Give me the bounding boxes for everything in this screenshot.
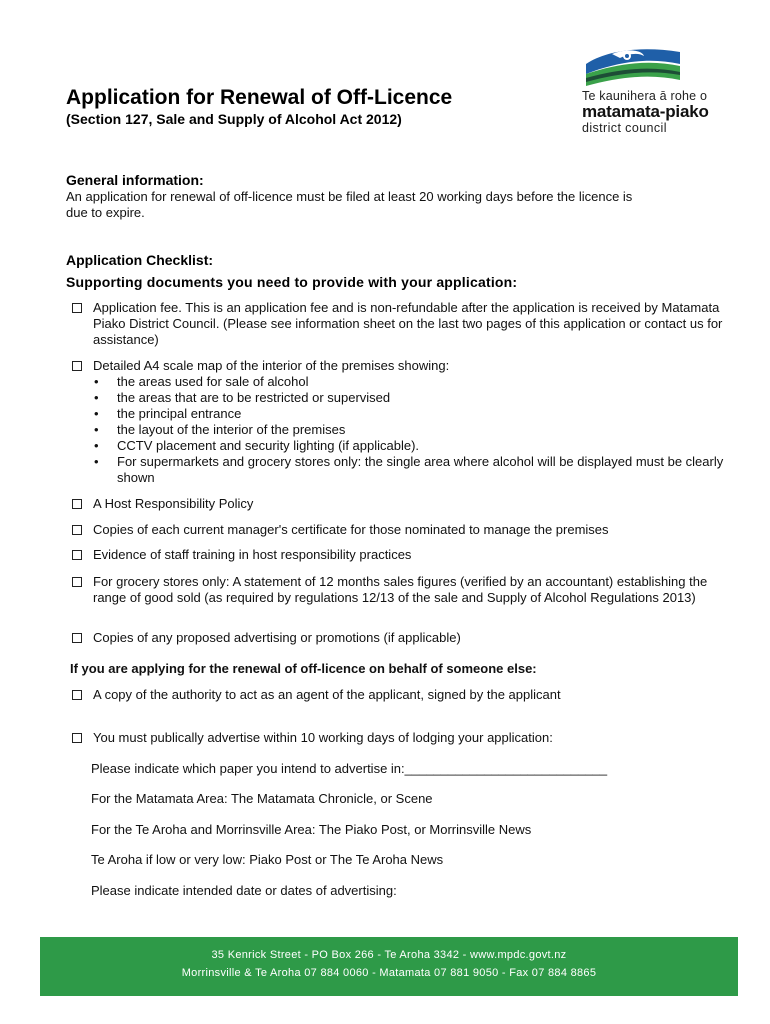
list-item: • the layout of the interior of the premises xyxy=(94,422,724,438)
checklist-item-map xyxy=(72,358,732,374)
checklist-item-label: A copy of the authority to act as an agent of the applicant, signed by the applicant xyxy=(93,687,561,702)
agent-heading: If you are applying for the renewal of off-licence on behalf of someone else: xyxy=(70,661,537,676)
footer-phones: Morrinsville & Te Aroha 07 884 0060 - Matamata 07 881 9050 - Fax 07 884 8865 xyxy=(181,967,597,979)
list-item: • the principal entrance xyxy=(94,406,724,422)
koru-wave-icon xyxy=(582,44,702,86)
list-item: • CCTV placement and security lighting (if applicable). xyxy=(94,438,724,454)
checkbox[interactable] xyxy=(72,577,82,587)
council-logo xyxy=(582,44,732,135)
checklist-item-staff-training xyxy=(72,547,732,563)
checkbox[interactable] xyxy=(72,733,82,743)
checklist-item-label: Evidence of staff training in host responsibility practices xyxy=(93,547,412,562)
checkbox[interactable] xyxy=(72,303,82,313)
checkbox[interactable] xyxy=(72,690,82,700)
checklist-item-sales-statement xyxy=(72,574,732,606)
page-subtitle: (Section 127, Sale and Supply of Alcohol Act 2012) xyxy=(66,111,402,127)
supporting-docs-heading: Supporting documents you need to provide with your application: xyxy=(66,274,518,290)
checkbox[interactable] xyxy=(72,550,82,560)
checklist-heading: Application Checklist: xyxy=(66,252,214,268)
list-item: • the areas that are to be restricted or supervised xyxy=(94,390,724,406)
checklist-item-advertising xyxy=(72,630,732,646)
checklist-item-label: A Host Responsibility Policy xyxy=(93,496,254,511)
date-prompt[interactable]: Please indicate intended date or dates of advertising: xyxy=(91,883,397,898)
matamata-paper-info: For the Matamata Area: The Matamata Chronicle, or Scene xyxy=(91,791,433,806)
checklist-item-label: Copies of each current manager's certificate for those nominated to manage the premises xyxy=(93,522,609,537)
checklist-item-label: You must publically advertise within 10 working days of lodging your application: xyxy=(93,730,553,745)
logo-line-2: matamata-piako xyxy=(582,102,709,121)
checklist-item-label: Application fee. This is an application fee and is non-refundable after the application is received by Matamata Piako District Council. (Please see information sheet on the last two pages of this application or contact us for assistance) xyxy=(93,300,723,347)
checklist-item-label: For grocery stores only: A statement of 12 months sales figures (verified by an accountant) establishing the range of good sold (as required by regulations 12/13 of the sale and Supply of Alcohol Regulations 2013) xyxy=(93,574,708,605)
general-info-body: An application for renewal of off-licence must be filed at least 20 working days before the licence is due to expire. xyxy=(66,189,633,220)
general-info-heading: General information: xyxy=(66,172,204,188)
logo-line-1: Te kaunihera ā rohe o xyxy=(582,89,708,103)
map-bullet-list xyxy=(94,374,724,486)
checkbox[interactable] xyxy=(72,361,82,371)
footer-bar xyxy=(40,937,738,996)
checklist-item-application-fee xyxy=(72,300,732,348)
page-title: Application for Renewal of Off-Licence xyxy=(66,86,453,109)
checkbox[interactable] xyxy=(72,525,82,535)
checklist-item-label: Detailed A4 scale map of the interior of the premises showing: xyxy=(93,358,450,373)
checklist-item-host-policy xyxy=(72,496,732,512)
footer-address: 35 Kenrick Street - PO Box 266 - Te Aroha 3342 - www.mpdc.govt.nz xyxy=(211,949,567,961)
logo-line-3: district council xyxy=(582,121,667,135)
checklist-item-manager-certificates xyxy=(72,522,732,538)
checklist-item-agent-authority xyxy=(72,687,732,703)
list-item: • the areas used for sale of alcohol xyxy=(94,374,724,390)
list-item: • For supermarkets and grocery stores only: the single area where alcohol will be displayed must be clearly shown xyxy=(94,454,724,486)
paper-prompt[interactable]: Please indicate which paper you intend to advertise in:____________________________ xyxy=(91,761,608,776)
checklist-item-public-advertise xyxy=(72,730,732,746)
low-risk-paper-info: Te Aroha if low or very low: Piako Post or The Te Aroha News xyxy=(91,852,444,867)
checklist-item-label: Copies of any proposed advertising or promotions (if applicable) xyxy=(93,630,461,645)
te-aroha-paper-info: For the Te Aroha and Morrinsville Area: The Piako Post, or Morrinsville News xyxy=(91,822,532,837)
checkbox[interactable] xyxy=(72,499,82,509)
checkbox[interactable] xyxy=(72,633,82,643)
